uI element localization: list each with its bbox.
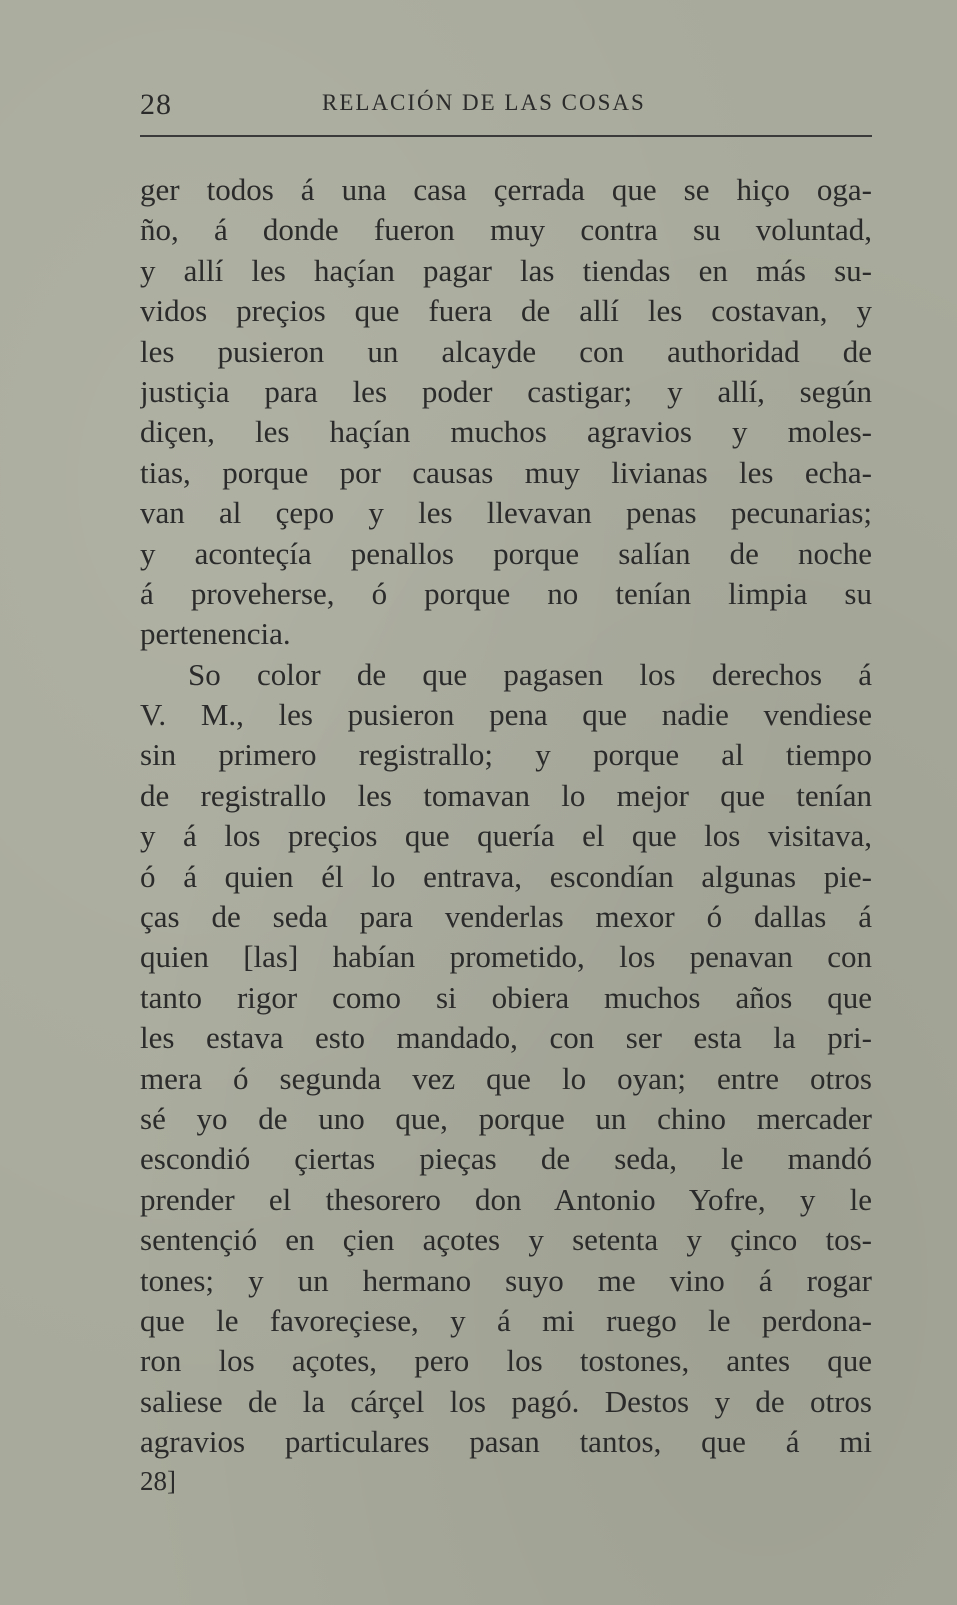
text-line: vidos preçios que fuera de allí les costavan, y [140, 293, 872, 329]
text-line: tanto rigor como si obiera muchos años que [140, 979, 872, 1015]
text-line: tones; y un hermano suyo me vino á rogar [140, 1262, 872, 1298]
text-line: quien [las] habían prometido, los penavan con [140, 939, 872, 975]
text-line: pertenencia. [140, 616, 291, 652]
text-line: sentençió en çien açotes y setenta y çinco tos- [140, 1222, 872, 1258]
text-line: ño, á donde fueron muy contra su voluntad, [140, 212, 872, 248]
text-line: de registrallo les tomavan lo mejor que tenían [140, 777, 872, 813]
text-line: á proveherse, ó porque no tenían limpia su [140, 575, 872, 611]
text-line: mera ó segunda vez que lo oyan; entre otros [140, 1060, 872, 1096]
text-line: justiçia para les poder castigar; y allí, según [140, 373, 872, 409]
text-line: que le favoreçiese, y á mi ruego le perdona- [140, 1302, 872, 1338]
text-line: sin primero registrallo; y porque al tiempo [140, 737, 872, 773]
text-line: y á los preçios que quería el que los visitava, [140, 818, 872, 854]
text-line: van al çepo y les llevavan penas pecunarias; [140, 495, 872, 531]
text-line: escondió çiertas pieças de seda, le mandó [140, 1141, 872, 1177]
text-line: sé yo de uno que, porque un chino mercader [140, 1100, 872, 1136]
text-line: les pusieron un alcayde con authoridad de [140, 333, 872, 369]
header-rule [140, 135, 872, 137]
text-line: les estava esto mandado, con ser esta la pri- [140, 1020, 872, 1056]
running-head: RELACIÓN DE LAS COSAS [322, 90, 646, 115]
text-line: tias, porque por causas muy livianas les echa- [140, 454, 872, 490]
text-line: ó á quien él lo entrava, escondían algunas pie- [140, 858, 872, 894]
text-line: diçen, les haçían muchos agravios y moles- [140, 414, 872, 450]
body-text [140, 170, 872, 1463]
text-line: agravios particulares pasan tantos, que á mi [140, 1424, 872, 1460]
paragraph-start-line: So color de que pagasen los derechos á [188, 656, 872, 692]
text-line: V. M., les pusieron pena que nadie vendiese [140, 697, 872, 733]
page-number: 28 [140, 88, 172, 121]
text-line: ron los açotes, pero los tostones, antes que [140, 1343, 872, 1379]
text-line: prender el thesorero don Antonio Yofre, y le [140, 1181, 872, 1217]
text-line: ger todos á una casa çerrada que se hiço oga- [140, 172, 872, 207]
text-line: y aconteçía penallos porque salían de noche [140, 535, 872, 571]
signature-mark: 28] [140, 1466, 176, 1496]
text-line: y allí les haçían pagar las tiendas en más su- [140, 252, 872, 288]
text-line: ças de seda para venderlas mexor ó dallas á [140, 899, 872, 935]
text-line: saliese de la cárçel los pagó. Destos y de otros [140, 1383, 872, 1419]
